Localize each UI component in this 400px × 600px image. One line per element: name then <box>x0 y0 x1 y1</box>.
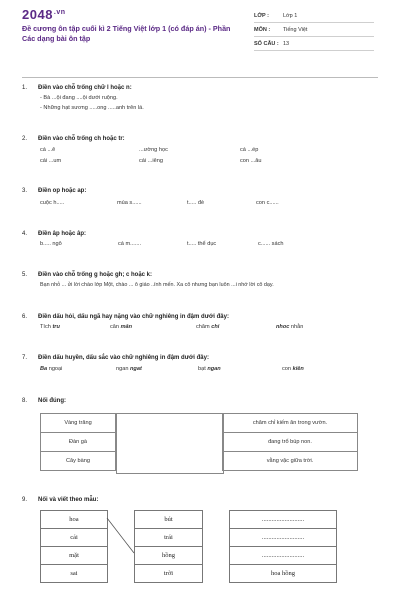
plain-text: nhằn <box>289 324 304 330</box>
question-title: Điền vào chỗ trống ch hoặc tr: <box>38 136 125 142</box>
plain-text: cân <box>110 324 121 330</box>
meta-key: LỚP : <box>254 12 269 19</box>
q1-line: - Những hạt sương .....ong .....anh trên lá. <box>40 105 144 111</box>
match-right-cell[interactable]: vằng vặc giữa trời. <box>223 452 358 471</box>
question-title: Điền vào chỗ trống chữ l hoặc n: <box>38 85 132 91</box>
q3-item: t..... đè <box>187 200 205 206</box>
question-number: 8. <box>22 398 28 404</box>
match-left-cell[interactable]: Đàn gà <box>41 433 116 452</box>
word-cell[interactable]: bút <box>135 511 203 529</box>
question-number: 5. <box>22 272 28 278</box>
word-cell[interactable]: mặt <box>41 547 108 565</box>
plain-text: bạt <box>198 366 208 372</box>
bold-italic-word: kiên <box>292 366 304 372</box>
bold-italic-word: chi <box>211 324 220 330</box>
bold-italic-word: tru <box>52 324 60 330</box>
word-cell[interactable]: trời <box>135 565 203 583</box>
word-cell[interactable]: sai <box>41 565 108 583</box>
q5-line: Bạn nhỏ ... ửi lời chào lớp Một, chào ... ô giáo ..ính mến. Xa cô nhưng bạn luôn ...i nhớ lời cô dạy. <box>40 282 274 288</box>
answer-cell[interactable]: .......................... <box>230 529 337 547</box>
q4-item: b..... ngô <box>40 241 62 247</box>
document-title: Đề cương ôn tập cuối kì 2 Tiếng Việt lớp 1 (có đáp án) - Phần Các dạng bài ôn tập <box>22 24 231 43</box>
question-number: 9. <box>22 497 28 503</box>
plain-text: con <box>282 366 293 372</box>
q4-item: t..... thể dục <box>187 241 217 247</box>
meta-value: Tiếng Việt <box>283 26 308 33</box>
connector-line <box>107 518 134 553</box>
question-title: Điền vào chỗ trống g hoặc gh; c hoặc k: <box>38 272 153 278</box>
q2-item: cá ...ê <box>40 147 56 153</box>
bold-italic-word: nhoc <box>276 324 290 330</box>
q2-item: cá ...ép <box>240 147 259 153</box>
question-title: Điền âp hoặc âp: <box>38 231 87 237</box>
answer-cell[interactable]: hoa hồng <box>230 565 337 583</box>
answer-cell[interactable]: .......................... <box>230 547 337 565</box>
q1-line: - Bà ...ội đang ....ội dưới ruộng. <box>40 95 118 101</box>
bold-italic-word: ngan <box>207 366 221 372</box>
question-number: 6. <box>22 314 28 320</box>
bold-italic-word: mân <box>120 324 133 330</box>
q2-item: ...ường học <box>139 147 168 153</box>
q2-item: cái ...um <box>40 158 62 164</box>
meta-key: SỐ CÂU : <box>254 40 279 47</box>
question-number: 3. <box>22 188 28 194</box>
q3-item: con c...... <box>256 200 279 206</box>
question-title: Điền dấu hỏi, dấu ngã hay nặng vào chữ nghiêng in đậm dưới đây: <box>38 314 229 320</box>
question-number: 4. <box>22 231 28 237</box>
question-title: Điền dấu huyền, dấu sắc vào chữ nghiêng in đậm dưới đây: <box>38 355 209 361</box>
bold-italic-word: ngat <box>130 366 142 372</box>
meta-value: 13 <box>283 40 290 47</box>
question-title: Nối đúng: <box>38 398 66 404</box>
plain-text: ngan <box>116 366 130 372</box>
match-right-cell[interactable]: đang trổ búp non. <box>223 433 358 452</box>
plain-text: ngoại <box>47 366 63 372</box>
meta-value: Lớp 1 <box>283 12 298 19</box>
word-cell[interactable]: cải <box>41 529 108 547</box>
logo-text: 2048 <box>22 7 53 22</box>
question-number: 7. <box>22 355 28 361</box>
logo-suffix: .vn <box>53 8 66 16</box>
q3-item: múa s...... <box>117 200 142 206</box>
word-cell[interactable]: trái <box>135 529 203 547</box>
plain-text: Tích <box>40 324 53 330</box>
q3-item: cuộc h..... <box>40 200 65 206</box>
q4-item: c...... sách <box>258 241 284 247</box>
q2-item: cái ...iêng <box>139 158 163 164</box>
bold-italic-word: Ba <box>40 366 48 372</box>
q4-item: cá m....... <box>118 241 142 247</box>
q2-item: con ...âu <box>240 158 262 164</box>
word-cell[interactable]: hoa <box>41 511 108 529</box>
plain-text: chăm <box>196 324 212 330</box>
word-cell[interactable]: hồng <box>135 547 203 565</box>
question-title: Nối và viết theo mẫu: <box>38 497 99 503</box>
question-title: Điền op hoặc ap: <box>38 188 87 194</box>
question-number: 1. <box>22 85 28 91</box>
match-right-cell[interactable]: chăm chỉ kiếm ăn trong vườn. <box>223 414 358 433</box>
question-number: 2. <box>22 136 28 142</box>
answer-cell[interactable]: .......................... <box>230 511 337 529</box>
match-left-cell[interactable]: Cây bàng <box>41 452 116 471</box>
meta-key: MÔN : <box>254 26 271 33</box>
match-left-cell[interactable]: Vàng trăng <box>41 414 116 433</box>
